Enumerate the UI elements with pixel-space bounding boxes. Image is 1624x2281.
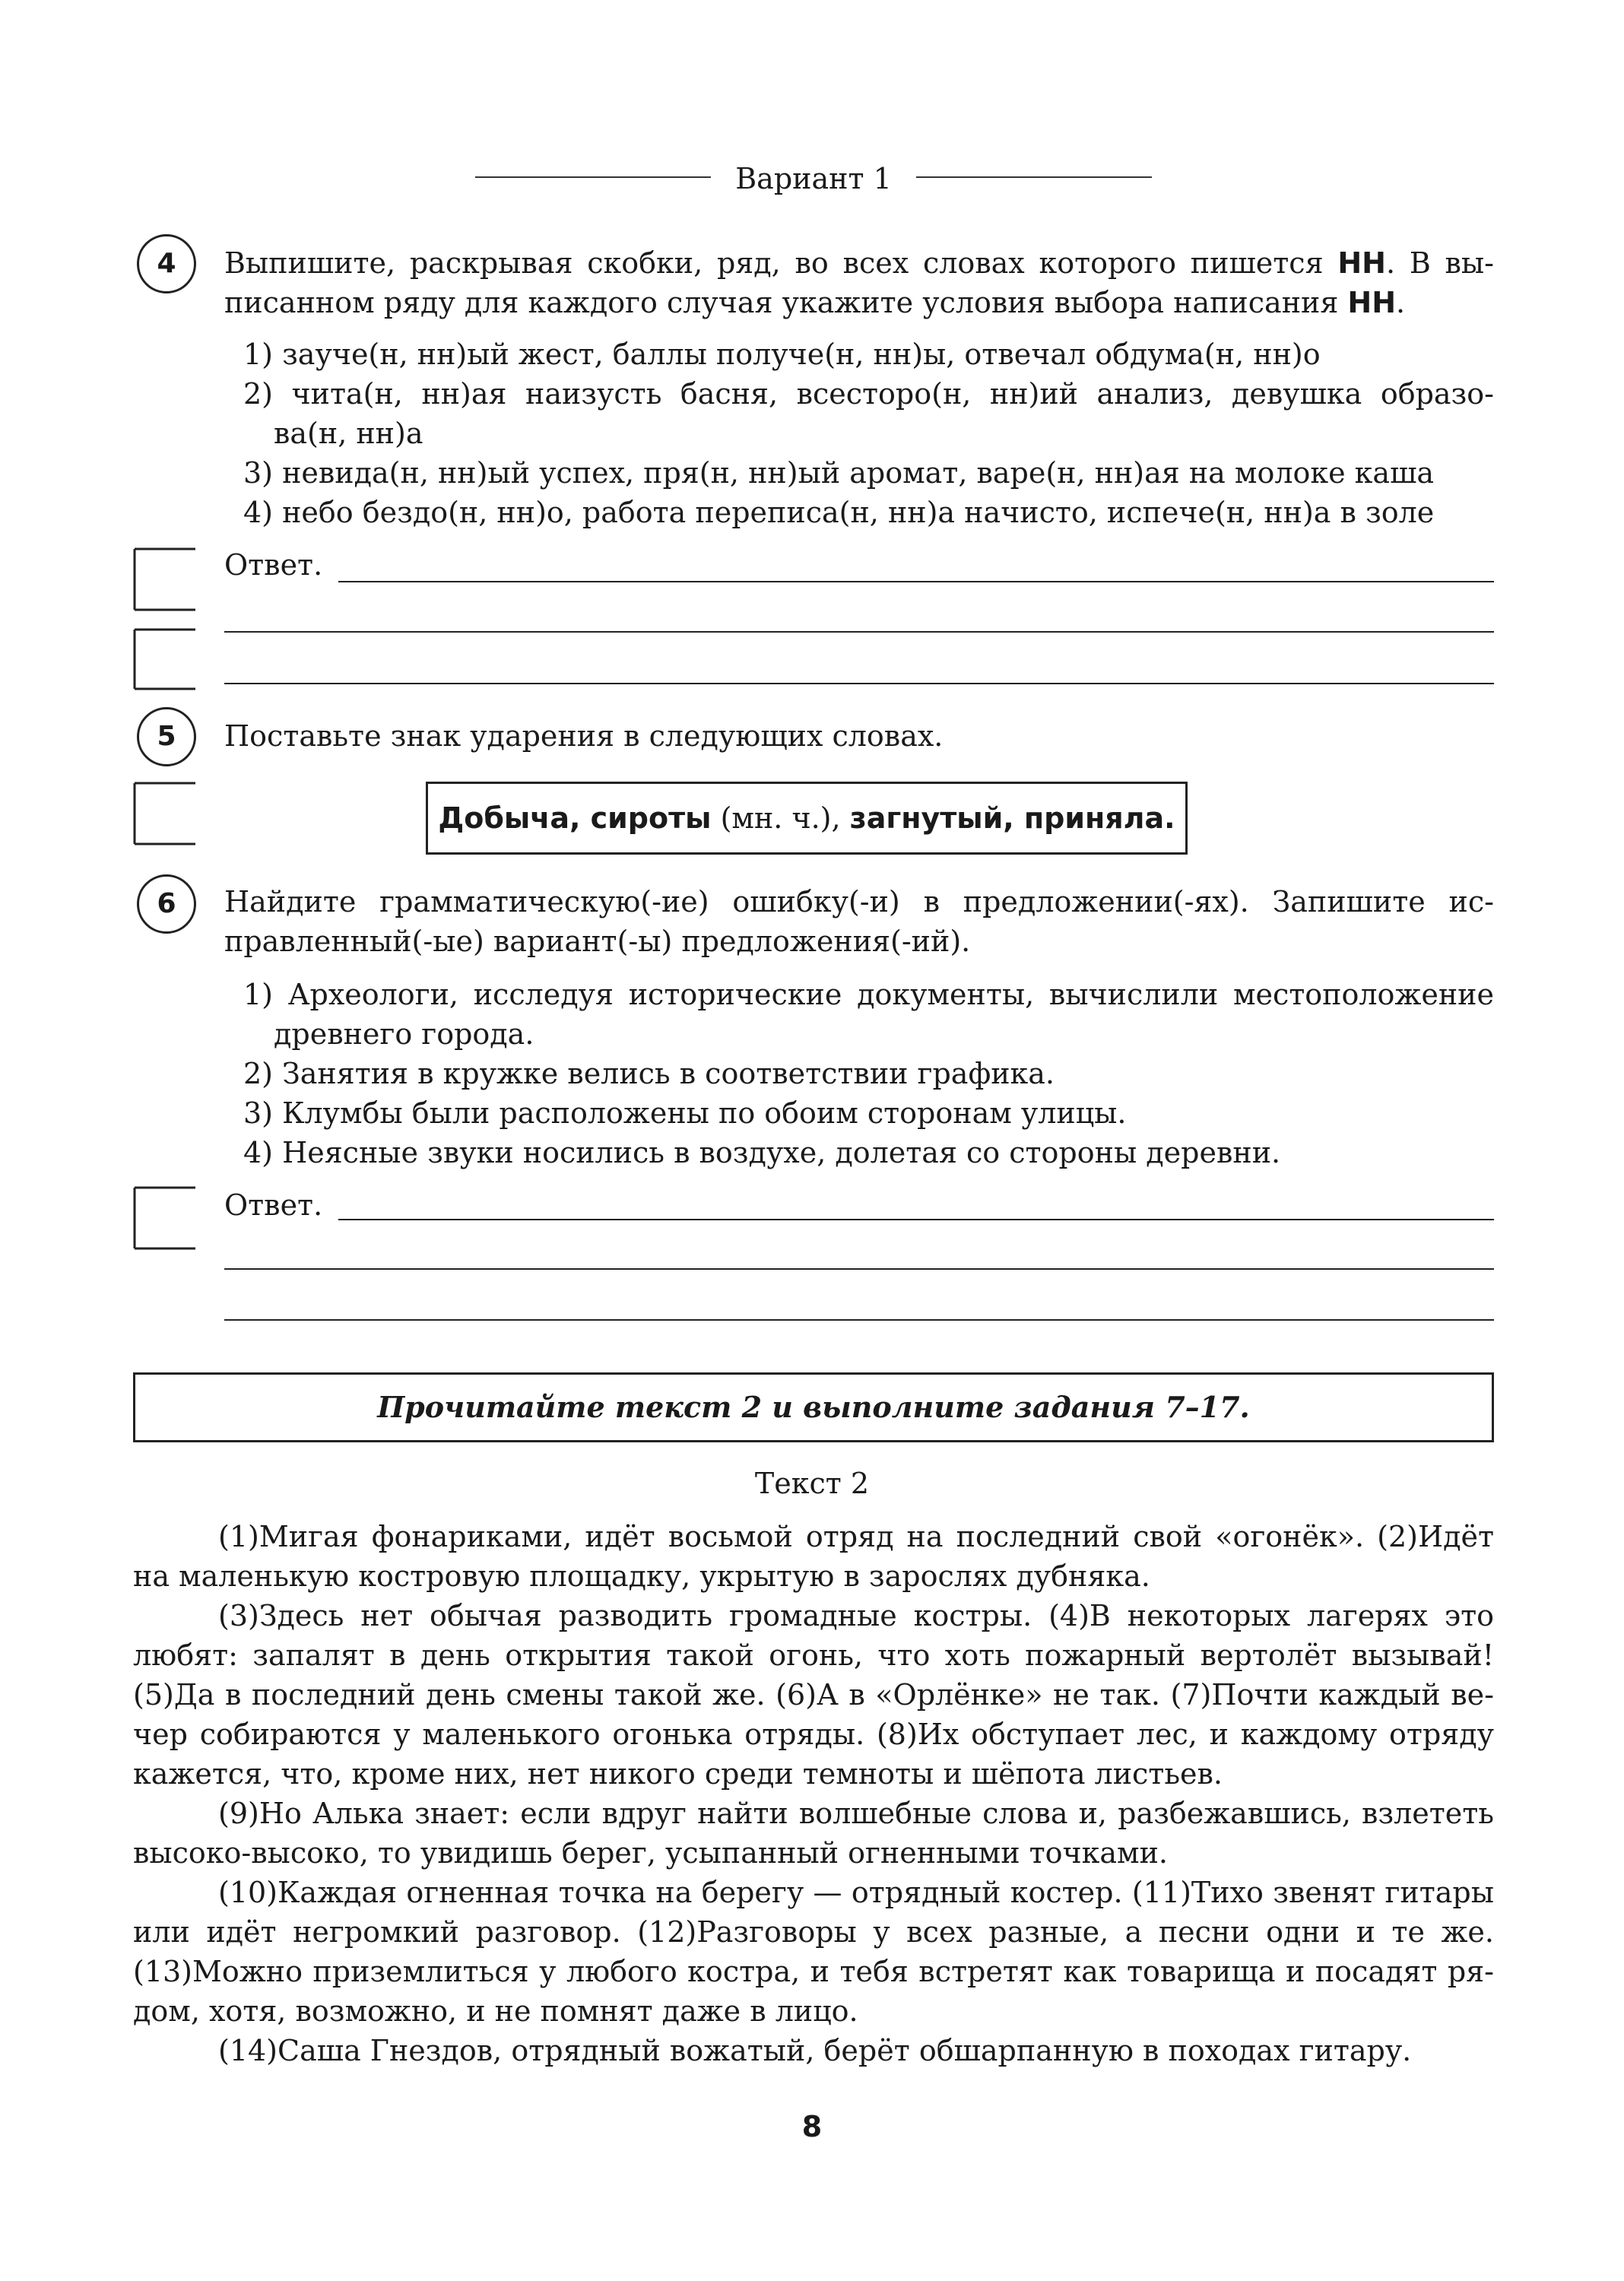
task4-option-1: 1) зауче(н, нн)ый жест, баллы получе(н, нн)ы, отвечал обдума(н, нн)о: [243, 338, 1321, 371]
task4-prompt: Выпишите, раскрывая скобки, ряд, во всех словах которого пишется НН. В выписанном ряду для каждого случая укажите условия выбора написания НН.: [224, 246, 1495, 319]
text2-paragraph-3: (9)Но Алька знает: если вдруг найти волшебные слова и, разбежавшись, взлететь высоко-высоко, то увидишь берег, усыпанный огненными точками.: [133, 1797, 1494, 1870]
page-number: 8: [801, 2110, 823, 2143]
text2-title: Текст 2: [754, 1467, 870, 1500]
text2-body: [133, 1517, 1494, 2070]
task-number-4: 4: [137, 234, 196, 293]
task-number-6: 6: [137, 874, 196, 934]
task4-answer-line-3[interactable]: [224, 683, 1494, 684]
task6-option-2: 2) Занятия в кружке велись в соответствии графика.: [243, 1057, 1055, 1090]
task4-answer-line-1[interactable]: [338, 581, 1494, 582]
task6-option-3: 3) Клумбы были расположены по обоим сторонам улицы.: [243, 1096, 1127, 1130]
task4-option-2-cont: ва(н, нн)а: [274, 417, 423, 450]
task6-option-1-cont: древнего города.: [274, 1017, 534, 1051]
task6-option-1: 1) Археологи, исследуя исторические документы, вычислили местоположение: [243, 978, 1494, 1011]
task4-option-3: 3) невида(н, нн)ый успех, пря(н, нн)ый аромат, варе(н, нн)ая на молоке каша: [243, 456, 1435, 490]
text2-paragraph-2: (3)Здесь нет обычая разводить громадные костры. (4)В некоторых лагерях это любят: запалят в день открытия такой огонь, что хоть пожарный вертолёт вызывай! (5)Да в последний день смены такой же. (6)А в «Орлёнке» не так. (7)Почти каждый вечер собираются у маленького огонька отряды. (8)Их обступает лес, и каждому отряду кажется, что, кроме них, нет никого среди темноты и шёпота листьев.: [133, 1599, 1494, 1791]
task5-words-2: загнутый, приняла.: [849, 801, 1175, 835]
header-rule-right: [916, 176, 1152, 178]
task4-answer-line-2[interactable]: [224, 631, 1494, 633]
task6-option-4: 4) Неясные звуки носились в воздухе, долетая со стороны деревни.: [243, 1136, 1281, 1169]
task5-words-box: [426, 782, 1188, 855]
task6-prompt: Найдите грамматическую(-ие) ошибку(-и) в предложении(-ях). Запишите исправленный(-ые) вариант(-ы) предложения(-ий).: [224, 885, 1494, 958]
running-header: [0, 156, 1624, 201]
task6-answer-line-3[interactable]: [224, 1319, 1494, 1321]
header-rule-left: [475, 176, 711, 178]
task6-answer-line-1[interactable]: [338, 1219, 1494, 1220]
text2-paragraph-5: (14)Саша Гнездов, отрядный вожатый, берёт обшарпанную в походах гитару.: [218, 2034, 1412, 2067]
task5-check-box: [133, 782, 201, 850]
task4-check-boxes: [133, 547, 201, 692]
variant-title: Вариант 1: [735, 162, 892, 195]
instruction-box: [133, 1372, 1494, 1442]
task4-answer-label: Ответ.: [224, 548, 323, 582]
task-number-5: 5: [137, 707, 196, 766]
text2-paragraph-4: (10)Каждая огненная точка на берегу — отрядный костер. (11)Тихо звенят гитары или идёт негромкий разговор. (12)Разговоры у всех разные, а песни одни и те же. (13)Можно приземлиться у любого костра, и тебя встретят как товарища и посадят рядом, хотя, возможно, и не помнят даже в лицо.: [133, 1876, 1494, 2028]
instruction-text: Прочитайте текст 2 и выполните задания 7–17.: [377, 1390, 1250, 1424]
task4-option-2: 2) чита(н, нн)ая наизусть басня, всесторо(н, нн)ий анализ, девушка образо-: [243, 377, 1494, 411]
task4-option-4: 4) небо бездо(н, нн)о, работа переписа(н, нн)а начисто, испече(н, нн)а в золе: [243, 496, 1435, 529]
task6-answer-label: Ответ.: [224, 1188, 323, 1222]
task5-words-note: (мн. ч.),: [711, 801, 850, 835]
task6-answer-line-2[interactable]: [224, 1268, 1494, 1270]
task5-words-1: Добыча, сироты: [438, 801, 712, 835]
text2-paragraph-1: (1)Мигая фонариками, идёт восьмой отряд на последний свой «огонёк». (2)Идёт на маленькую костровую площадку, укрытую в зарослях дубняка.: [133, 1520, 1494, 1593]
task5-prompt: Поставьте знак ударения в следующих словах.: [224, 719, 944, 753]
task6-check-box: [133, 1186, 201, 1255]
